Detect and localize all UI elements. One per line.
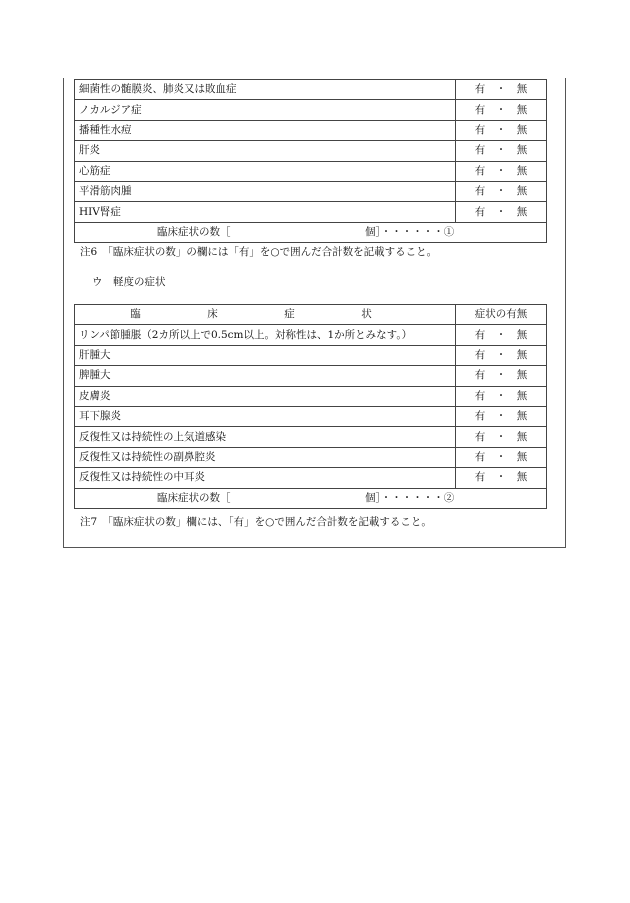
note-7: 注7 「臨床症状の数」欄には、「有」を○で囲んだ合計数を記載すること。 xyxy=(80,516,432,528)
symptom-label: 耳下腺炎 xyxy=(75,406,456,426)
total-label: 臨床症状の数［ xyxy=(157,491,231,504)
presence-choice[interactable]: 有 ・ 無 xyxy=(456,202,547,222)
note-6: 注6 「臨床症状の数」の欄には「有」を○で囲んだ合計数を記載すること。 xyxy=(80,246,438,258)
clinical-symptoms-table-1 xyxy=(74,79,547,243)
table-row xyxy=(75,345,547,365)
total-cell[interactable] xyxy=(75,222,547,242)
presence-choice[interactable]: 有 ・ 無 xyxy=(456,427,547,447)
table-row xyxy=(75,161,547,181)
symptom-label: 脾腫大 xyxy=(75,366,456,386)
total-row xyxy=(75,222,547,242)
symptom-label: 肝炎 xyxy=(75,141,456,161)
table-row xyxy=(75,427,547,447)
presence-choice[interactable]: 有 ・ 無 xyxy=(456,325,547,345)
table-row xyxy=(75,100,547,120)
table-row xyxy=(75,468,547,488)
table-row xyxy=(75,120,547,140)
section-heading: ウ 軽度の症状 xyxy=(92,276,166,288)
presence-choice[interactable]: 有 ・ 無 xyxy=(456,181,547,201)
presence-choice[interactable]: 有 ・ 無 xyxy=(456,386,547,406)
symptom-label: 心筋症 xyxy=(75,161,456,181)
presence-choice[interactable]: 有 ・ 無 xyxy=(456,406,547,426)
header-row xyxy=(75,305,547,325)
total-cell[interactable] xyxy=(75,488,547,508)
table-row xyxy=(75,366,547,386)
symptom-label: リンパ節腫脹（2カ所以上で0.5cm以上。対称性は、1か所とみなす。） xyxy=(75,325,456,345)
symptom-label: 肝腫大 xyxy=(75,345,456,365)
table-row xyxy=(75,80,547,100)
presence-choice[interactable]: 有 ・ 無 xyxy=(456,447,547,467)
symptom-label: 細菌性の髄膜炎、肺炎又は敗血症 xyxy=(75,80,456,100)
symptom-label: 反復性又は持続性の副鼻腔炎 xyxy=(75,447,456,467)
symptom-label: ノカルジア症 xyxy=(75,100,456,120)
presence-choice[interactable]: 有 ・ 無 xyxy=(456,366,547,386)
presence-choice[interactable]: 有 ・ 無 xyxy=(456,80,547,100)
table-row xyxy=(75,141,547,161)
total-suffix: 個］・・・・・・② xyxy=(365,491,455,504)
header-clinical-symptoms: 臨 床 症 状 xyxy=(75,305,456,325)
total-label: 臨床症状の数［ xyxy=(157,225,231,238)
table-row xyxy=(75,406,547,426)
table-row xyxy=(75,181,547,201)
symptom-label: 平滑筋肉腫 xyxy=(75,181,456,201)
presence-choice[interactable]: 有 ・ 無 xyxy=(456,100,547,120)
table-row xyxy=(75,447,547,467)
clinical-symptoms-table-2 xyxy=(74,304,547,509)
presence-choice[interactable]: 有 ・ 無 xyxy=(456,161,547,181)
symptom-label: HIV腎症 xyxy=(75,202,456,222)
table-row xyxy=(75,386,547,406)
symptom-label: 反復性又は持続性の上気道感染 xyxy=(75,427,456,447)
table-row xyxy=(75,325,547,345)
symptom-label: 皮膚炎 xyxy=(75,386,456,406)
symptom-label: 播種性水痘 xyxy=(75,120,456,140)
header-presence: 症状の有無 xyxy=(456,305,547,325)
table-row xyxy=(75,202,547,222)
symptom-label: 反復性又は持続性の中耳炎 xyxy=(75,468,456,488)
total-suffix: 個］・・・・・・① xyxy=(365,225,455,238)
presence-choice[interactable]: 有 ・ 無 xyxy=(456,141,547,161)
presence-choice[interactable]: 有 ・ 無 xyxy=(456,120,547,140)
presence-choice[interactable]: 有 ・ 無 xyxy=(456,468,547,488)
total-row xyxy=(75,488,547,508)
presence-choice[interactable]: 有 ・ 無 xyxy=(456,345,547,365)
